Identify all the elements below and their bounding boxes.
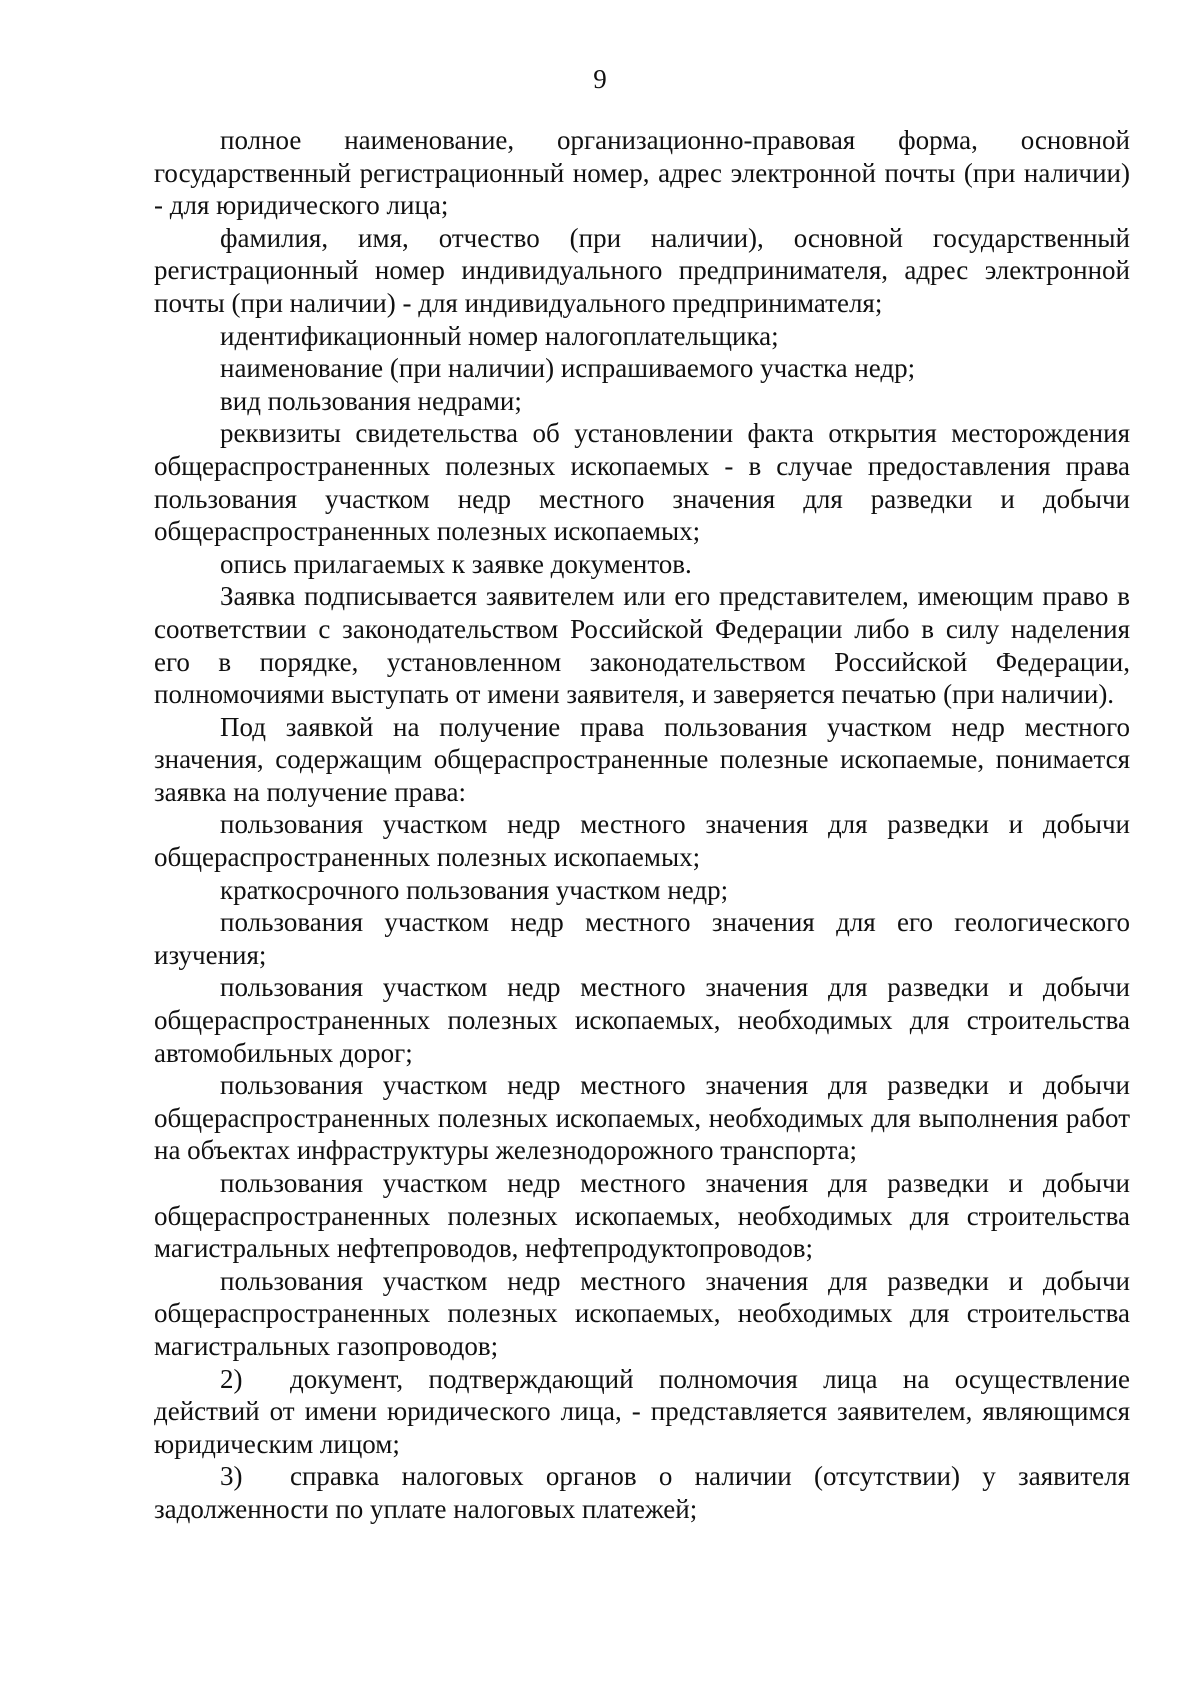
paragraph-subsoil-plot-name: наименование (при наличии) испрашиваемого участка недр; <box>220 353 916 384</box>
paragraph-legal-entity-details: полное наименование, организационно-правовая форма, основной государственный регистрационный номер, адрес электронной почты (при наличии) - для юридического лица; <box>154 125 1130 221</box>
paragraph-right-short-term: краткосрочного пользования участком недр; <box>220 874 729 905</box>
document-body <box>154 124 1130 1526</box>
item-text: документ, подтверждающий полномочия лица на осуществление действий от имени юридического лица, - представляется заявителем, являющимся юридическим лицом; <box>154 1363 1130 1459</box>
paragraph-application-signing: Заявка подписывается заявителем или его представителем, имеющим право в соответствии с законодательством Российской Федерации либо в силу наделения его в порядке, установленном законодательством Российской Федерации, полномочиями выступать от имени заявителя, и заверяется печатью (при наличии). <box>154 581 1130 710</box>
item-text: справка налоговых органов о наличии (отсутствии) у заявителя задолженности по уплате налоговых платежей; <box>154 1461 1130 1524</box>
paragraph-right-roads: пользования участком недр местного значения для разведки и добычи общераспространенных полезных ископаемых, необходимых для строительства автомобильных дорог; <box>154 972 1130 1068</box>
paragraph-right-oil-pipelines: пользования участком недр местного значения для разведки и добычи общераспространенных полезных ископаемых, необходимых для строительства магистральных нефтепроводов, нефтепродуктопроводов; <box>154 1168 1130 1264</box>
item-number: 3) <box>220 1461 243 1492</box>
paragraph-right-railway: пользования участком недр местного значения для разведки и добычи общераспространенных полезных ископаемых, необходимых для выполнения работ на объектах инфраструктуры железнодорожного транспорта; <box>154 1070 1130 1166</box>
page-number: 9 <box>593 64 607 94</box>
paragraph-entrepreneur-details: фамилия, имя, отчество (при наличии), основной государственный регистрационный номер индивидуального предпринимателя, адрес электронной почты (при наличии) - для индивидуального предпринимателя; <box>154 222 1130 318</box>
paragraph-right-geological-study: пользования участком недр местного значения для его геологического изучения; <box>154 907 1130 970</box>
paragraph-subsoil-use-type: вид пользования недрами; <box>220 385 522 416</box>
paragraph-right-gas-pipelines: пользования участком недр местного значения для разведки и добычи общераспространенных полезных ископаемых, необходимых для строительства магистральных газопроводов; <box>154 1265 1130 1361</box>
paragraph-right-exploration: пользования участком недр местного значения для разведки и добычи общераспространенных полезных ископаемых; <box>154 809 1130 873</box>
paragraph-tax-id: идентификационный номер налогоплательщика; <box>220 320 779 351</box>
paragraph-application-definition: Под заявкой на получение права пользования участком недр местного значения, содержащим общераспространенные полезные ископаемые, понимается заявка на получение права: <box>154 711 1130 807</box>
paragraph-documents-inventory: опись прилагаемых к заявке документов. <box>220 548 692 579</box>
paragraph-deposit-certificate: реквизиты свидетельства об установлении факта открытия месторождения общераспространенных полезных ископаемых - в случае предоставления права пользования участком недр местного значения для разведки и добычи общераспространенных полезных ископаемых; <box>154 418 1130 547</box>
item-number: 2) <box>220 1363 243 1394</box>
numbered-item-2 <box>154 1363 1130 1461</box>
numbered-item-3 <box>154 1460 1130 1525</box>
